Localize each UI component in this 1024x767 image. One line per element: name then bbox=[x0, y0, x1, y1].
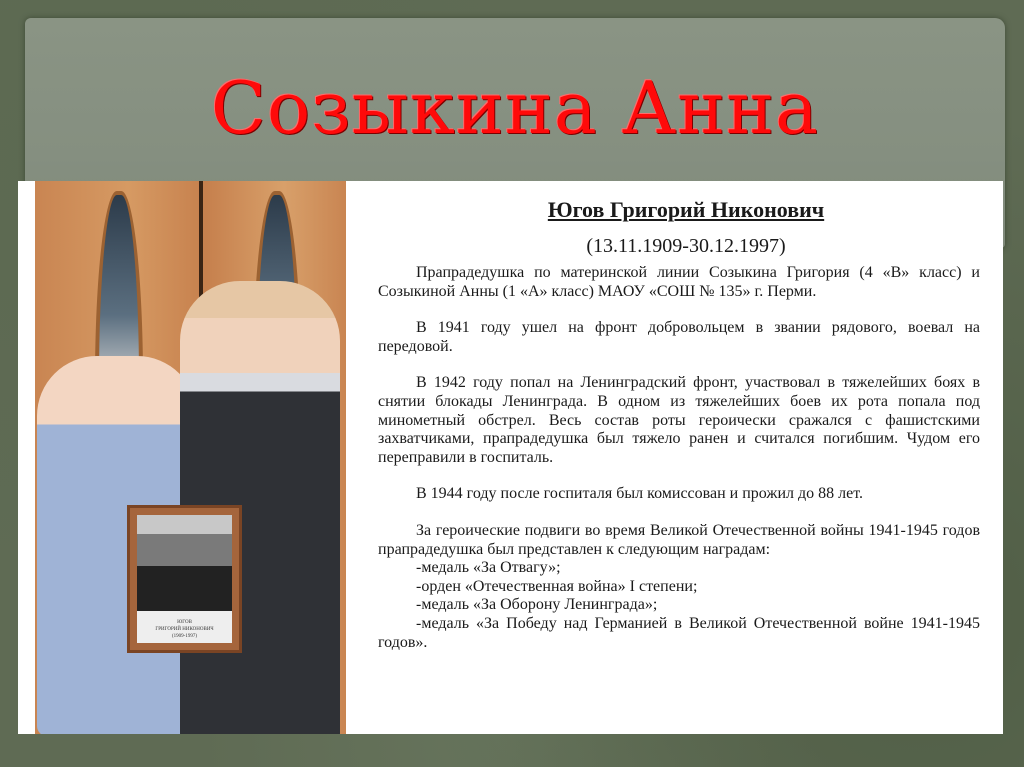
bio-paragraph: Прапрадедушка по материнской линии Созыкина Григория (4 «В» класс) и Созыкиной Анны (1 «А» класс) МАОУ «СОШ № 135» г. Перми. bbox=[378, 264, 980, 300]
veteran-portrait bbox=[137, 515, 232, 643]
veteran-portrait-frame bbox=[127, 505, 242, 653]
bio-paragraph: В 1941 году ушел на фронт добровольцем в звании рядового, воевал на передовой. bbox=[378, 319, 980, 355]
award-item: -медаль «За Отвагу»; bbox=[416, 559, 561, 577]
award-item: -медаль «За Оборону Ленинграда»; bbox=[416, 596, 658, 614]
award-item: -орден «Отечественная война» I степени; bbox=[416, 577, 698, 595]
bio-paragraph: В 1942 году попал на Ленинградский фронт, участвовал в тяжелейших боях в снятии блокады Ленинграда. В одном из тяжелейших боев их рота попала под минометный обстрел. Весь состав роты героически сражался с фашистскими захватчиками, прапрадедушка был тяжело ранен и считался погибшим. Чудом его переправили в госпиталь. bbox=[378, 374, 980, 466]
award-item: -медаль «За Победу над Германией в Великой Отечественной войне 1941-1945 годов». bbox=[378, 614, 980, 651]
portrait-caption-name: ГРИГОРИЙ НИКОНОВИЧ bbox=[155, 627, 214, 632]
slide-title: Созыкина Анна bbox=[210, 66, 820, 150]
portrait-caption bbox=[137, 619, 232, 640]
bio-paragraph: В 1944 году после госпиталя был комиссован и прожил до 88 лет. bbox=[416, 485, 863, 503]
paragraph-spacer bbox=[378, 301, 980, 319]
veteran-name: Югов Григорий Никонович bbox=[547, 197, 825, 222]
family-photo bbox=[35, 181, 346, 734]
veteran-dates: (13.11.1909-30.12.1997) bbox=[586, 235, 786, 257]
biography-text bbox=[378, 196, 980, 652]
portrait-caption-surname: ЮГОВ bbox=[177, 620, 192, 625]
bio-paragraph: За героические подвиги во время Великой Отечественной войны 1941-1945 годов прапрадедушка был представлен к следующим наградам: bbox=[378, 521, 980, 558]
paragraph-spacer bbox=[378, 504, 980, 522]
paragraph-spacer bbox=[378, 467, 980, 485]
portrait-caption-years: (1909-1997) bbox=[172, 634, 197, 639]
paragraph-spacer bbox=[378, 356, 980, 374]
